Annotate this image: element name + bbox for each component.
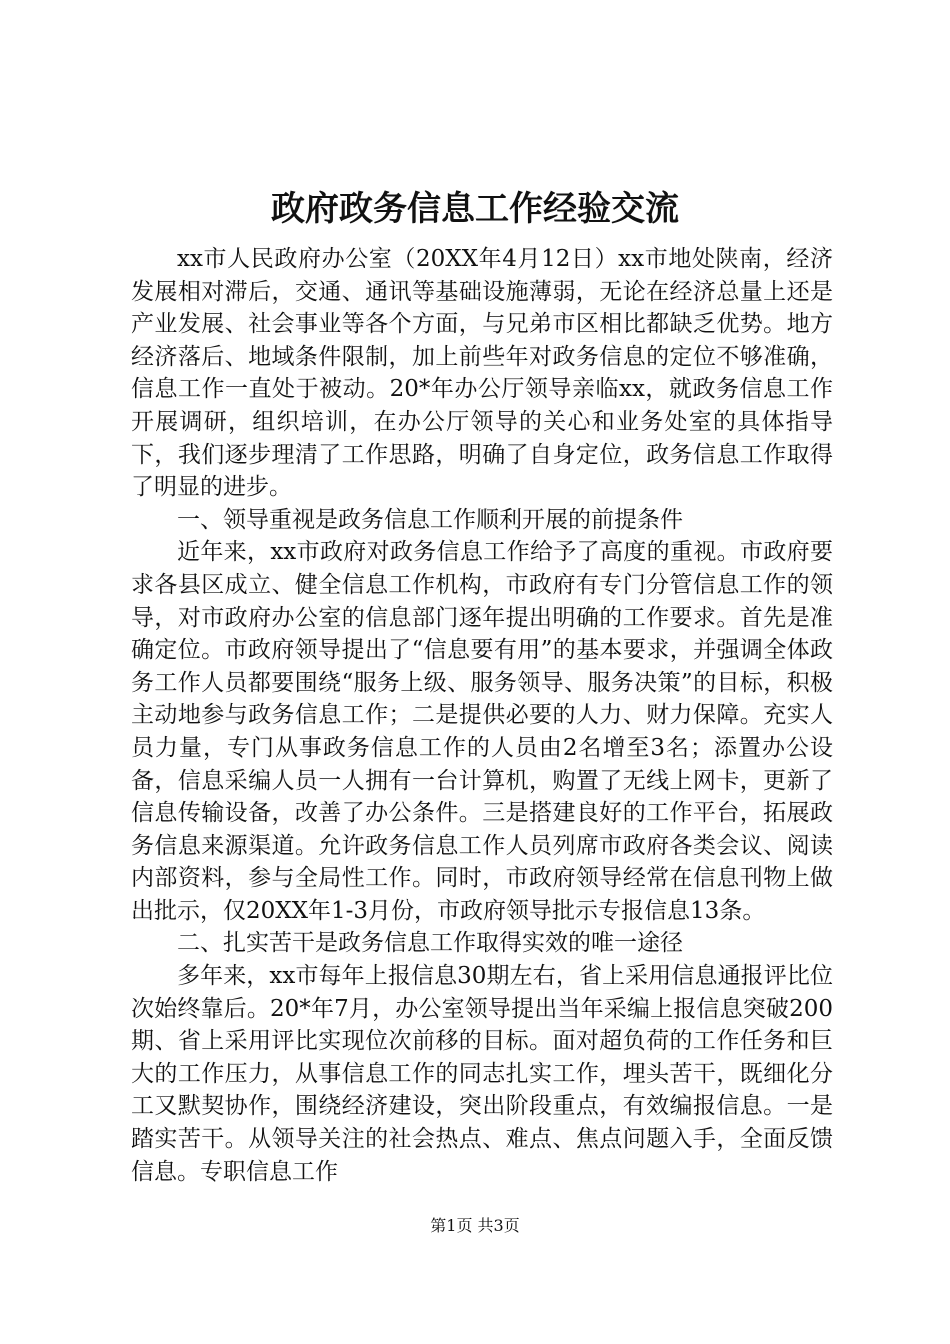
document-body <box>131 243 833 1188</box>
document-title: 政府政务信息工作经验交流 <box>271 189 679 229</box>
page-footer <box>0 1215 950 1237</box>
section-heading-2: 二、扎实苦干是政务信息工作取得实效的唯一途径 <box>177 930 683 957</box>
section-1-paragraph: 近年来，xx市政府对政务信息工作给予了高度的重视。市政府要求各县区成立、健全信息工作机构，市政府有专门分管信息工作的领导，对市政府办公室的信息部门逐年提出明确的工作要求。首先是准确定位。市政府领导提出了“信息要有用”的基本要求，并强调全体政务工作人员都要围绕“服务上级、服务领导、服务决策”的目标，积极主动地参与政务信息工作；二是提供必要的人力、财力保障。充实人员力量，专门从事政务信息工作的人员由2名增至3名；添置办公设备，信息采编人员一人拥有一台计算机，购置了无线上网卡，更新了信息传输设备，改善了办公条件。三是搭建良好的工作平台，拓展政务信息来源渠道。允许政务信息工作人员列席市政府各类会议、阅读内部资料，参与全局性工作。同时，市政府领导经常在信息刊物上做出批示，仅20XX年1-3月份，市政府领导批示专报信息13条。 <box>131 539 833 924</box>
section-heading-1: 一、领导重视是政务信息工作顺利开展的前提条件 <box>177 506 683 533</box>
intro-paragraph: xx市人民政府办公室（20XX年4月12日）xx市地处陕南，经济发展相对滞后，交通、通讯等基础设施薄弱，无论在经济总量上还是产业发展、社会事业等各个方面，与兄弟市区相比都缺乏优势。地方经济落后、地域条件限制，加上前些年对政务信息的定位不够准确，信息工作一直处于被动。20*年办公厅领导亲临xx，就政务信息工作开展调研，组织培训，在办公厅领导的关心和业务处室的具体指导下，我们逐步理清了工作思路，明确了自身定位，政务信息工作取得了明显的进步。 <box>131 246 833 501</box>
page-indicator: 第1页 共3页 <box>430 1216 520 1235</box>
section-2-paragraph: 多年来，xx市每年上报信息30期左右，省上采用信息通报评比位次始终靠后。20*年7月，办公室领导提出当年采编上报信息突破200期、省上采用评比实现位次前移的目标。面对超负荷的工作任务和巨大的工作压力，从事信息工作的同志扎实工作，埋头苦干，既细化分工又默契协作，围绕经济建设，突出阶段重点，有效编报信息。一是踏实苦干。从领导关注的社会热点、难点、焦点问题入手，全面反馈信息。专职信息工作 <box>131 963 833 1185</box>
